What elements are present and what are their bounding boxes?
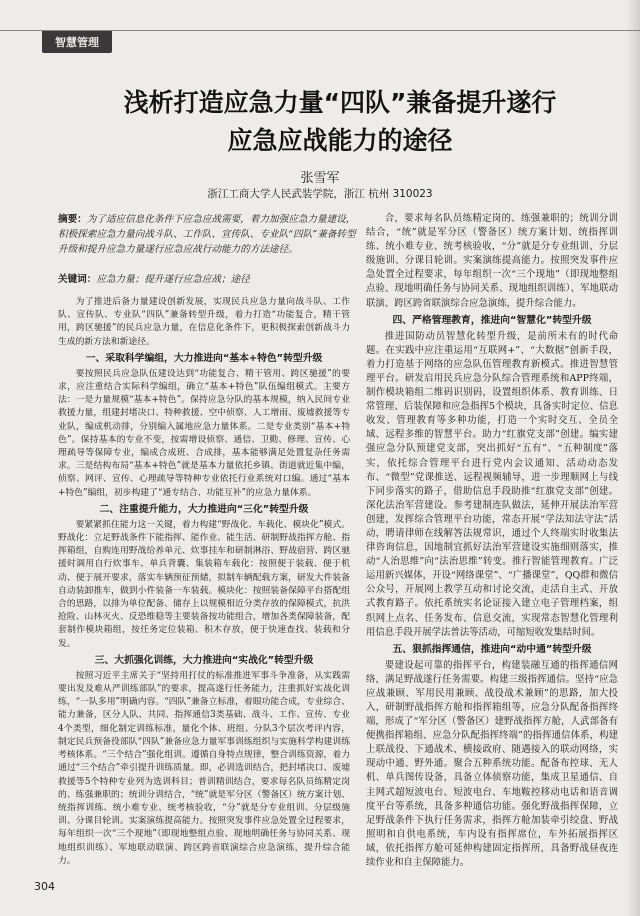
- continued-paragraph: 合，要求每名队员练精定岗的、练强兼职的；统训分训结合，“统”就是军分区（警备区）统方案计划、统指挥训练、统小难专业、统考核验收，“分”就是分专业组训、分层级施训、分课目轮训。实案演练提高能力。按照突发事件应急处置全过程要求，每年组织一次“三个现地”（即现地整组点验、现地明确任务与协同关系、现地组织训练）、军地联动联演、跨区跨省联演综合应急演练，提升综合能力。: [366, 213, 618, 309]
- article-title: [90, 84, 590, 160]
- title-line-2: 应急应战能力的途径: [227, 126, 453, 155]
- abstract-text: 为了适应信息化条件下应急应战需要，着力加强应急力量建设，积极探索应急力量向战斗队、工作队、宣传队、专业队“四队”兼备转型升级和提升应急力量遂行应急应战行动能力的方法途径。: [58, 214, 356, 255]
- section-5-heading: 五、狠抓指挥通信，推进向“动中通”转型升级: [392, 643, 592, 655]
- section-3-heading: 三、大抓强化训练，大力推进向“实战化”转型升级: [94, 654, 314, 666]
- author-affiliation: 浙江工商大学人民武装学院，浙江 杭州 310023: [207, 188, 433, 200]
- section-2-body: 要紧紧抓住能力这一关键，着力构建“野战化、车载化、模块化”模式。野战化：立足野战条件下能指挥、能作业、能生活、研制野战指挥方舱、指挥箱组，自购连用野战给养单元、炊事挂车和研制淋浴、野战宿营、跨区驰援时调用自行炊事车、单兵背囊、集装箱车载化：按照便于装载、便于机动、便于展开要求，落实车辆预征预储，拟制车辆配载方案，研发大件装备自动装卸推车，做到小件装备一车装载。模块化：按照装备保障平台搭配组合的思路，以排为单位配备、储存上以规模相近分类存放的保障模式，抗洪抢险、山林灭火、反恐维稳等主要装备按功能组合，增加各类保障装备，配套制作模块箱组，按任务定位装箱、积木存放，便于快速查找、装载和分发。: [58, 519, 350, 649]
- author-name: 张雪军: [300, 171, 340, 186]
- left-column: [58, 296, 350, 868]
- section-1-body: 要按照民兵应急队伍建设达到“功能复合、精干管用、跨区驰援”的要求，应注重结合实际科学编组，确立“基本+特色”队伍编组模式。主要方法：一是力量规模“基本+特色”。保持应急分队的基本规模，纳入民间专业救援力量，组建封堵决口、特种救援、空中侦察、人工增雨、废墟救援等专业队，编成机动排，分别编入属地应急力量体系。二是专业类别“基本+特色”。保持基本的专业不变，按需增设侦察、通信、卫勤、修理、宣传、心理疏导等保障专业，编成合成班、合成排，基本能够满足处置复杂任务需求。三是结构布局“基本+特色”就是基本力量依托乡镇、街道就近集中编，侦察、网评、宣传、心理疏导等特种专业依托行业系统对口编。通过“基本+特色”编组，初步构建了“通专结合、功能互补”的应急力量体系。: [58, 368, 350, 498]
- running-header: [0, 30, 640, 57]
- page-number: 304: [34, 880, 55, 893]
- keywords-label: 关键词：: [58, 274, 97, 285]
- intro-paragraph: 为了推进后备力量建设创新发展，实现民兵应急力量向战斗队、工作队、宣传队、专业队“四队”兼备转型升级，着力打造“功能复合，精干管用，跨区驰援”的民兵应急力量，在信息化条件下，更积极探索创新战斗力生成的新方法和新途径。: [58, 297, 350, 347]
- section-tab: 智慧管理: [42, 31, 112, 53]
- section-1-heading: 一、采取科学编组，大力推进向“基本+特色”转型升级: [85, 352, 323, 364]
- section-4-heading: 四、严格管理教育，推进向“智慧化”转型升级: [392, 314, 592, 326]
- title-line-1: 浅析打造应急力量“四队”兼备提升遂行: [123, 88, 557, 117]
- keywords: [58, 272, 358, 287]
- page-edge-shadow: [626, 0, 640, 916]
- section-4-body: 推进国防动员智慧化转型升级，是前所未有的时代命题。在实践中应注重运用“互联网+”、“大数据”创新手段，着力打造基于网络的应急队伍管理教育新模式。推进智慧管理平台。研发启用民兵应急分队综合管理系统和APP终端，制作模块箱组二维码识别码，设置组织体系、教育训练、日常管理、后装保障和应急指挥5个模块，具备实时定位、信息收发、管理教育等多种功能，打造一个实时交互、全员全域、远程多维的智慧平台。助力“红旗党支部”创建。编实建强应急分队预建党支部，突出抓好“五有”、“五种制度”落实，依托综合管理平台进行党内会议通知、活动动态发布、“微型”党课推送、远程视频辅导，进一步理顺网上与线下同步落实的路子，借助信息手段助推“红旗党支部”创建。深化法治军营建设。参考建制连队做法，延伸开展法治军营创建，发挥综合管理平台功能，常态开展“学法知法守法”活动，聘请律师在线解答法规常识，通过个人终端实时收集法律咨询信息，因地制宜抓好法治军营建设实施细则落实，推动“人治思维”向“法治思维”转变。推行智能管理教育。广泛运用新兴媒体，开设“网络课堂”、“广播课堂”，QQ群和微信公众号，开展网上教学互动和讨论交流，走活自主式、开放式教育路子。依托系统实名论证接入建立电子管理档案，组织网上点名、任务发布、信息交流，实现常态智慧化管理利用信息手段开展学法普法等活动，可缩短收发集结时间。: [366, 330, 618, 638]
- abstract-label: 摘要：: [58, 214, 87, 225]
- keywords-text: 应急力量；提升遂行应急应战；途径: [96, 274, 250, 285]
- section-5-body: 要建设起可靠的指挥平台，构建装融互通的指挥通信网络，满足野战遂行任务需要。构建三级指挥通信。坚持“应急应战兼顾、军用民用兼顾、战役战术兼顾”的思路，加大投入，研制野战指挥方舱和指挥箱组等，应急分队配备指挥终端，形成了“军分区（警备区）建野战指挥方舱，人武部备有便携指挥箱组、应急分队配指挥终端”的指挥通信体系，构建上联战役、下通战术、横接政府、随遇接入的联动网络，实现动中通、野外通。聚合五种系统功能。配备布控球、无人机、单兵图传设备，具备立体侦察功能，集成卫星通信、自主网式超短波电台、短波电台、车地鞍控移动电话和语音调度平台等系统，具备多种通信功能。强化野战指挥保障，立足野战条件下执行任务需求，指挥方舱加装牵引绞盘、野战照明和自供电系统，车内设有指挥席位，车外拓展指挥区域，依托指挥方舱可延伸构建固定指挥所，具备野战昼夜连续作业和自主保障能力。: [366, 659, 618, 869]
- right-column: [366, 212, 618, 870]
- section-2-heading: 二、注重提升能力，大力推进向“三化”转型升级: [99, 503, 309, 515]
- abstract: [58, 212, 358, 257]
- section-3-body: 按照习近平主席关于“坚持用打仗的标准推进军事斗争准备，从实践需要出发及难从严训练部队”的要求，提高遂行任务能力，注重抓好实战化训练，“一队多用”明确内容。“四队”兼备立标准，着眼功能合成，专业综合、能力兼备，区分人队、共同、指挥通信3类基础、战斗、工作、宣传、专业4个类型，细化制定训练标准，量化个体、班组、分队3个层次考评内容，制定民兵预备役部队“四队”兼备应急力量军事训练组织与实施科学构建训练考核体系。“三个结合”强化组训。遵循自身特点规律，整合训练资源，着力通过“三个结合”牵引提升训练质量。即，必训选训结合，把封堵决口、废墟救援等5个特种专业列为选训科目；普训精训结合，要求每名队员练精定岗的、练强兼职的；统训分训结合，“统”就是军分区（警备区）统方案计划、统指挥训练、统小难专业、统考核验收，“分”就是分专业组训、分层级施训、分课目轮训。实案演练提高能力。按照突发事件应急处置全过程要求，每年组织一次“三个现地”（即现地整组点验、现地明确任务与协同关系、现地组织训练）、军地联动联演、跨区跨省联演综合应急演练，提升综合能力。: [58, 670, 350, 866]
